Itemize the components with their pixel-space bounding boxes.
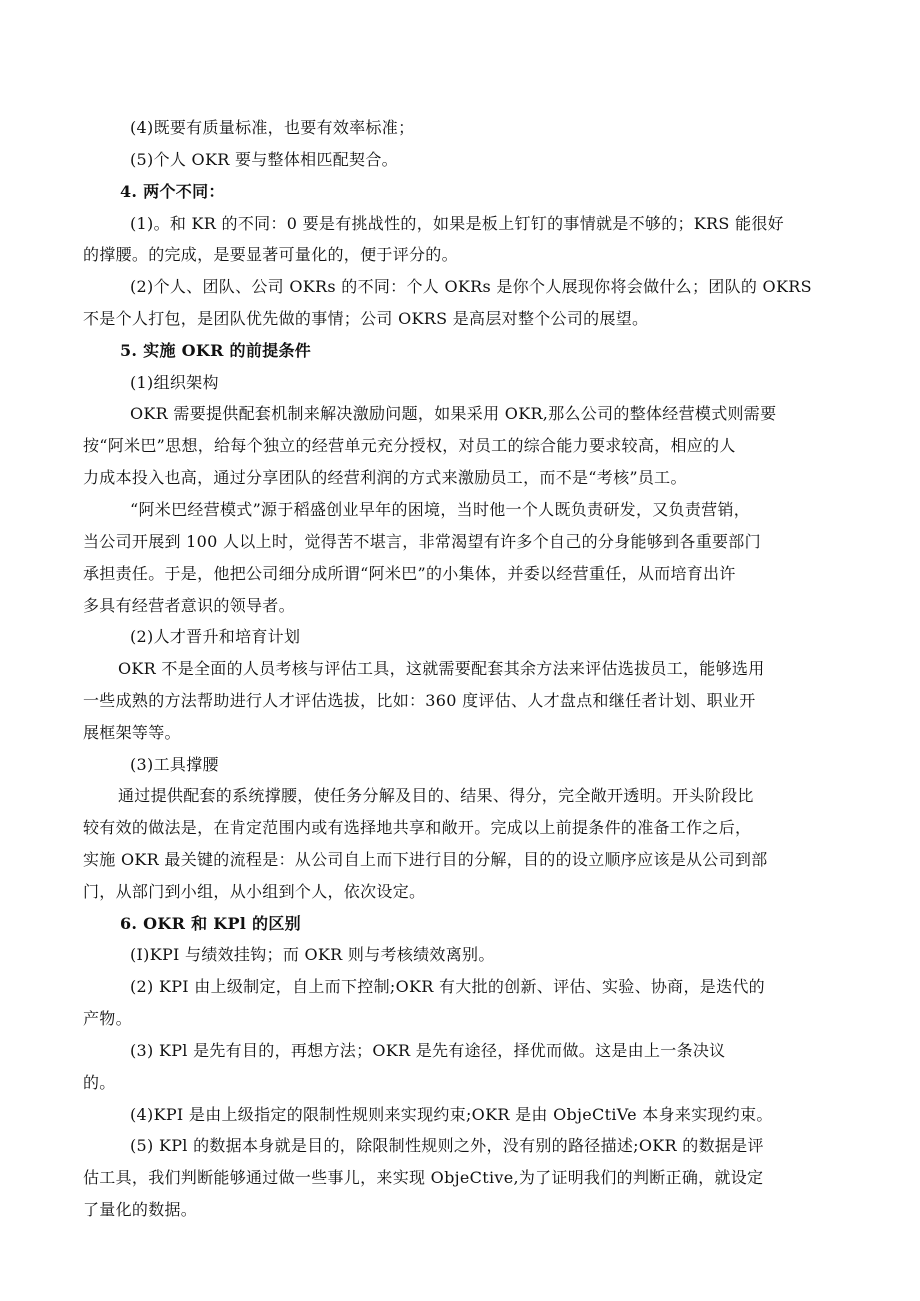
text-line: OKR 不是全面的人员考核与评估工具，这就需要配套其余方法来评估选拔员工，能够选用 bbox=[118, 659, 765, 678]
text-line: 不是个人打包，是团队优先做的事情；公司 OKRS 是高层对整个公司的展望。 bbox=[83, 309, 649, 328]
text-line: “阿米巴经营模式”源于稻盛创业早年的困境，当时他一个人既负责研发，又负责营销， bbox=[130, 500, 751, 519]
text-line: (5) KPl 的数据本身就是目的，除限制性规则之外，没有别的路径描述;OKR 的数据是评 bbox=[130, 1136, 764, 1155]
text-line: (2) KPI 由上级制定，自上而下控制;OKR 有大批的创新、评估、实验、协商，是迭代的 bbox=[130, 977, 765, 996]
subsection-heading: (1)组织架构 bbox=[130, 373, 219, 392]
section-heading: 4. 两个不同： bbox=[120, 182, 225, 201]
text-line: 按“阿米巴”思想，给每个独立的经营单元充分授权，对员工的综合能力要求较高，相应的人 bbox=[83, 436, 736, 455]
text-line: 估工具，我们判断能够通过做一些事儿，来实现 ObjeCtive,为了证明我们的判断正确，就设定 bbox=[83, 1168, 764, 1187]
text-line: (I)KPI 与绩效挂钩；而 OKR 则与考核绩效离别。 bbox=[130, 945, 495, 964]
text-line: 的撑腰。的完成，是要显著可量化的，便于评分的。 bbox=[83, 245, 458, 264]
text-line: 了量化的数据。 bbox=[83, 1200, 198, 1219]
text-line: 承担责任。于是，他把公司细分成所谓“阿米巴”的小集体，并委以经营重任，从而培育出许 bbox=[83, 564, 736, 583]
text-line: (2)个人、团队、公司 OKRs 的不同：个人 OKRs 是你个人展现你将会做什么；团队的 OKRS bbox=[130, 277, 812, 296]
text-line: (1)。和 KR 的不同：0 要是有挑战性的，如果是板上钉钉的事情就是不够的；KRS 能很好 bbox=[130, 214, 784, 233]
text-line: 通过提供配套的系统撑腰，使任务分解及目的、结果、得分，完全敞开透明。开头阶段比 bbox=[118, 786, 754, 805]
text-line: (5)个人 OKR 要与整体相匹配契合。 bbox=[130, 150, 398, 169]
section-heading: 5. 实施 OKR 的前提条件 bbox=[120, 341, 312, 360]
text-line: (4)KPI 是由上级指定的限制性规则来实现约束;OKR 是由 ObjeCtiVe 本身来实现约束。 bbox=[130, 1105, 773, 1124]
text-line: OKR 需要提供配套机制来解决激励问题，如果采用 OKR,那么公司的整体经营模式则需要 bbox=[130, 404, 777, 423]
section-heading: 6. OKR 和 KPl 的区别 bbox=[120, 914, 301, 933]
text-line: 门，从部门到小组，从小组到个人，依次设定。 bbox=[83, 882, 426, 901]
subsection-heading: (2)人才晋升和培育计划 bbox=[130, 627, 301, 646]
text-line: 一些成熟的方法帮助进行人才评估选拔，比如：360 度评估、人才盘点和继任者计划、职业开 bbox=[83, 691, 756, 710]
text-line: 力成本投入也高，通过分享团队的经营利润的方式来激励员工，而不是“考核”员工。 bbox=[83, 468, 687, 487]
text-line: 多具有经营者意识的领导者。 bbox=[83, 596, 295, 615]
text-line: (3) KPl 是先有目的，再想方法；OKR 是先有途径，择优而做。这是由上一条决议 bbox=[130, 1041, 726, 1060]
text-line: (4)既要有质量标准，也要有效率标准； bbox=[130, 118, 415, 137]
text-line: 当公司开展到 100 人以上时，觉得苦不堪言，非常渴望有许多个自己的分身能够到各重要部门 bbox=[83, 532, 761, 551]
text-line: 实施 OKR 最关键的流程是：从公司自上而下进行目的分解，目的的设立顺序应该是从公司到部 bbox=[83, 850, 768, 869]
text-line: 较有效的做法是，在肯定范围内或有选择地共享和敞开。完成以上前提条件的准备工作之后， bbox=[83, 818, 752, 837]
text-line: 展框架等等。 bbox=[83, 723, 181, 742]
subsection-heading: (3)工具撑腰 bbox=[130, 755, 219, 774]
text-line: 的。 bbox=[83, 1073, 116, 1092]
text-line: 产物。 bbox=[83, 1009, 132, 1028]
